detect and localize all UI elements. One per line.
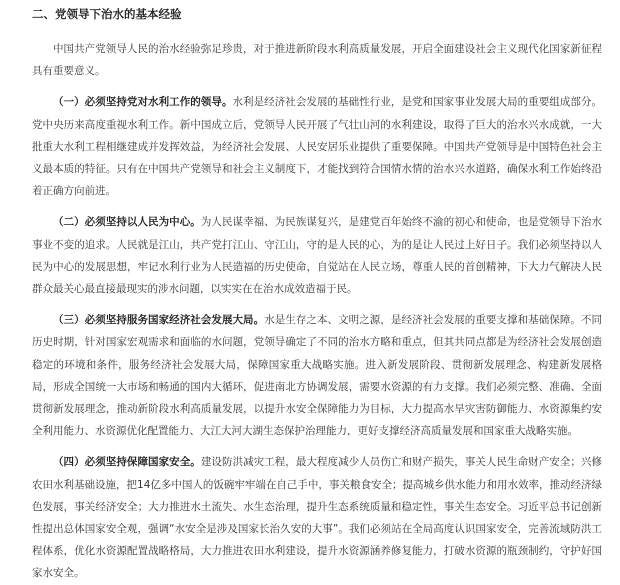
paragraph-lead: （一）必须坚持党对水利工作的领导。: [53, 96, 233, 109]
paragraph-body: 水利是经济社会发展的基础性行业，是党和国家事业发展大局的重要组成部分。党中央历来高度重视水利工作。新中国成立后，党领导人民开展了气壮山河的水利建设，取得了巨大的治水兴水成就，一大批重大水利工程相继建成并发挥效益，为经济社会发展、人民安居乐业提供了重要保障。中国共产党领导是中国特色社会主义最本质的特征。只有在中国共产党领导和社会主义制度下，才能找到符合国情水情的治水兴水道路，确保水利工作始终沿着正确方向前进。: [32, 96, 602, 198]
paragraph-spacer: [32, 300, 602, 309]
paragraph-lead: （二）必须坚持以人民为中心。: [53, 216, 201, 229]
experience-paragraph-2: [32, 211, 602, 300]
paragraph-lead: （四）必须坚持保障国家安全。: [53, 456, 201, 469]
paragraph-body: 为人民谋幸福、为民族谋复兴，是建党百年始终不渝的初心和使命，也是党领导下治水事业不变的追求。人民就是江山，共产党打江山、守江山，守的是人民的心，为的是让人民过上好日子。我们必须坚持以人民为中心的发展思想，牢记水利行业为人民造福的历史使命，自觉站在人民立场，尊重人民的首创精神，下大力气解决人民群众最关心最直接最现实的涉水问题，以实实在在治水成效造福于民。: [32, 216, 603, 296]
experience-paragraph-3: [32, 309, 602, 442]
paragraph-spacer: [32, 442, 602, 451]
experience-paragraph-1: [32, 91, 602, 202]
section-title: 二、党领导下治水的基本经验: [32, 7, 182, 21]
paragraph-spacer: [32, 82, 602, 91]
experience-paragraph-4: [32, 451, 602, 584]
intro-paragraph: 中国共产党领导人民的治水经验弥足珍贵，对于推进新阶段水利高质量发展，开启全面建设社会主义现代化国家新征程具有重要意义。: [32, 43, 602, 78]
paragraph-spacer: [32, 202, 602, 211]
paragraph-body: 水是生存之本、文明之源，是经济社会发展的重要支撑和基础保障。不同历史时期，针对国家宏观需求和面临的水问题，党领导确定了不同的治水方略和重点，但其共同点都是为经济社会发展创造稳定的环境和条件，服务经济社会发展大局，保障国家重大战略实施。进入新发展阶段、贯彻新发展理念、构建新发展格局，形成全国统一大市场和畅通的国内大循环，促进南北方协调发展，需要水资源的有力支撑。我们必须完整、准确、全面贯彻新发展理念，推动新阶段水利高质量发展，以提升水安全保障能力为目标，大力提高水旱灾害防御能力、水资源集约安全利用能力、水资源优化配置能力、大江大河大湖生态保护治理能力，更好支撑经济高质量发展和国家重大战略实施。: [32, 314, 603, 438]
paragraph-lead: （三）必须坚持服务国家经济社会发展大局。: [53, 314, 265, 327]
paragraph-body: 建设防洪减灾工程，最大程度减少人员伤亡和财产损失，事关人民生命财产安全；兴修农田水利基础设施，把14亿多中国人的饭碗牢牢端在自己手中，事关粮食安全；提高城乡供水能力和用水效率，推动经济绿色发展，事关经济安全；大力推进水土流失、水生态治理，提升生态系统质量和稳定性，事关生态安全。习近平总书记创新性提出总体国家安全观，强调“水安全是涉及国家长治久安的大事”。我们必须站在全局高度认识国家安全，完善流域防洪工程体系，优化水资源配置战略格局，大力推进农田水利建设，提升水资源涵养修复能力，打破水资源的瓶颈制约，守护好国家水安全。: [32, 456, 603, 580]
